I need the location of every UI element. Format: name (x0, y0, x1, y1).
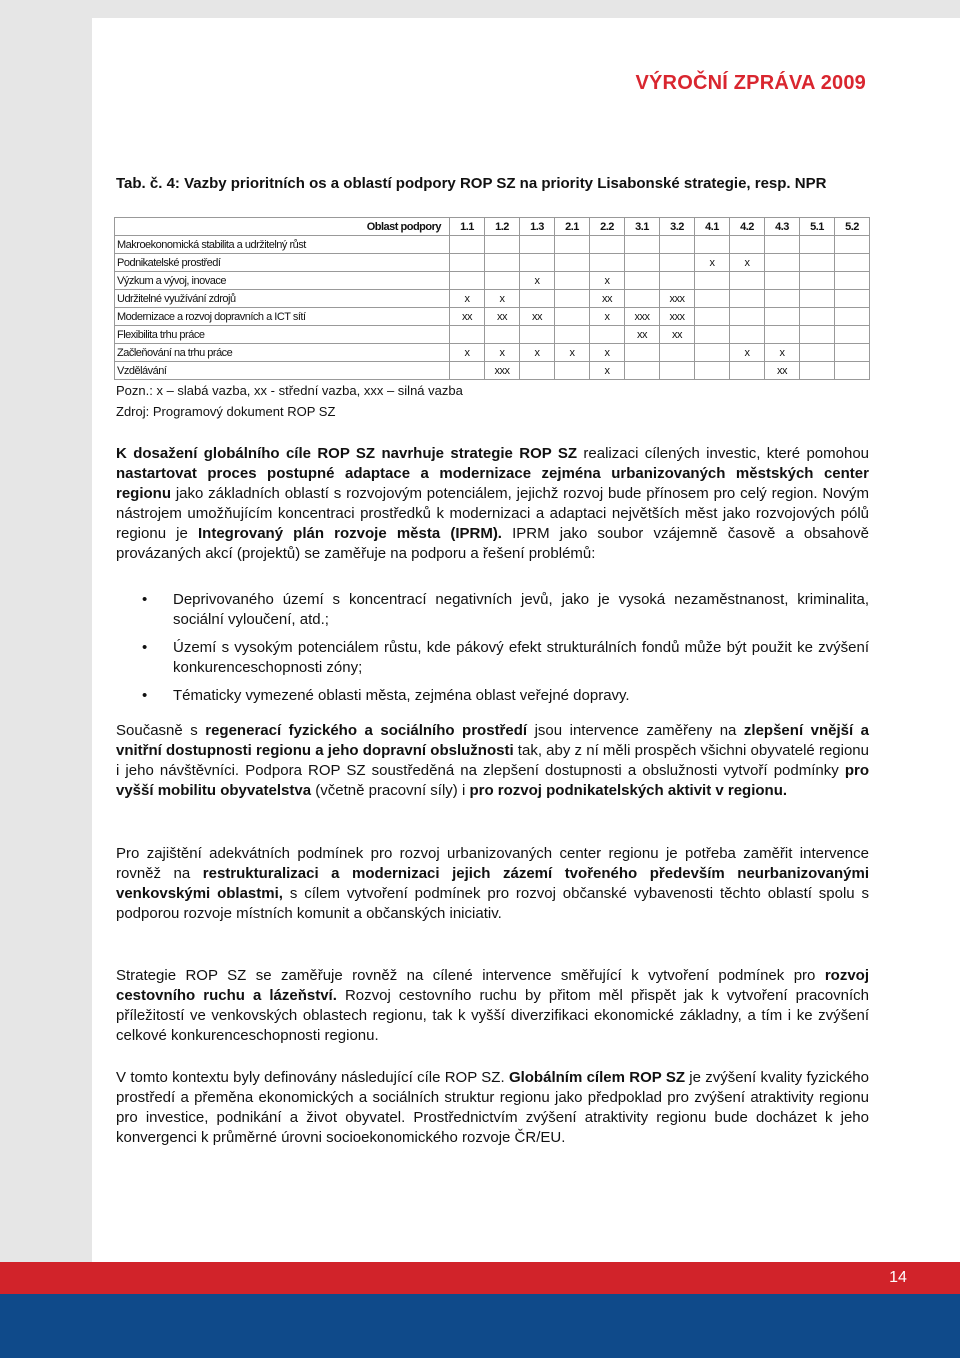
table-cell: xxx (660, 308, 695, 326)
table-cell (625, 290, 660, 308)
table-caption: Tab. č. 4: Vazby prioritních os a oblastí podpory ROP SZ na priority Lisabonské strategie, resp. NPR (116, 175, 827, 192)
table-cell (800, 290, 835, 308)
table-cell (765, 326, 800, 344)
table-cell (765, 290, 800, 308)
table-cell: xx (485, 308, 520, 326)
table-column-header: 3.1 (625, 218, 660, 236)
table-cell: x (485, 290, 520, 308)
table-cell (625, 362, 660, 380)
table-row (115, 308, 870, 326)
p1-s4: jako základních oblastí s rozvojovým potenciálem, jejichž rozvoj bude přínosem pro celý region. Novým nástrojem umožňujícím koncentraci prostředků k modernizaci a adaptaci největších měst jako rozvojových pólů regionu je (116, 485, 869, 542)
table-row-label: Začleňování na trhu práce (115, 344, 450, 362)
table-cell: x (450, 344, 485, 362)
table-column-header: 4.1 (695, 218, 730, 236)
table-cell (765, 308, 800, 326)
paragraph-iprm (116, 444, 869, 564)
table-cell: x (590, 362, 625, 380)
table-cell (835, 272, 870, 290)
table-cell (485, 272, 520, 290)
table-cell (555, 362, 590, 380)
p5-s1: V tomto kontextu byly definovány následující cíle ROP SZ. (116, 1069, 509, 1086)
table-cell (485, 326, 520, 344)
table-cell (800, 308, 835, 326)
table-cell: xx (590, 290, 625, 308)
p1-s2: realizaci cílených investic, které pomohou (577, 445, 870, 462)
bullet-list (116, 590, 869, 714)
table-row-label: Udržitelné využívání zdrojů (115, 290, 450, 308)
table-row-label: Flexibilita trhu práce (115, 326, 450, 344)
table-row (115, 272, 870, 290)
list-item (116, 686, 869, 706)
table-cell (555, 272, 590, 290)
table-cell: xx (660, 326, 695, 344)
p1-s6: IPRM jako soubor vzájemně časově a obsahově provázaných akcí (projektů) se zaměřuje na podporu a řešení problémů: (116, 525, 869, 562)
table-source: Zdroj: Programový dokument ROP SZ (116, 404, 336, 419)
p2-s2: regenerací fyzického a sociálního prostředí (205, 722, 528, 739)
p2-s1: Současně s (116, 722, 206, 739)
table-cell: x (485, 344, 520, 362)
table-header-row (115, 218, 870, 236)
p3-s2: restrukturalizaci a modernizaci jejich zázemí tvořeného především neurbanizovanými venkovskými oblastmi, (116, 865, 869, 902)
table-cell (625, 254, 660, 272)
paragraph-tourism (116, 966, 869, 1046)
table-column-header: 2.1 (555, 218, 590, 236)
table-cell: x (520, 344, 555, 362)
table-row-label: Vzdělávání (115, 362, 450, 380)
table-cell: x (730, 344, 765, 362)
table-row (115, 290, 870, 308)
table-row-label: Modernizace a rozvoj dopravních a ICT sítí (115, 308, 450, 326)
table-cell (660, 236, 695, 254)
report-title: VÝROČNÍ ZPRÁVA 2009 (635, 72, 866, 94)
table-cell (555, 254, 590, 272)
list-item-text: Deprivovaného území s koncentrací negativních jevů, jako je vysoká nezaměstnanost, kriminalita, sociální vyloučení, atd.; (173, 591, 869, 628)
table-row (115, 344, 870, 362)
table-column-header: 3.2 (660, 218, 695, 236)
links-table (114, 217, 870, 380)
table-cell: x (590, 272, 625, 290)
table-cell (555, 326, 590, 344)
bullet-icon: • (142, 687, 148, 704)
table-cell (800, 236, 835, 254)
table-cell: xx (765, 362, 800, 380)
table-cell (520, 236, 555, 254)
table-cell: x (520, 272, 555, 290)
table-row (115, 326, 870, 344)
table-column-header: 1.1 (450, 218, 485, 236)
top-gray-band (92, 0, 960, 18)
p3-s3: s cílem vytvoření podmínek pro rozvoj občanské vybavenosti těchto oblastí spolu s podporou rozvoje místních komunit a občanských iniciativ. (116, 885, 869, 922)
list-item-text: Tématicky vymezené oblasti města, zejména oblast veřejné dopravy. (173, 687, 630, 704)
left-gray-band (0, 0, 92, 1262)
table-cell (450, 362, 485, 380)
table-note: Pozn.: x – slabá vazba, xx - střední vazba, xxx – silná vazba (116, 383, 463, 398)
list-item-text: Území s vysokým potenciálem růstu, kde pákový efekt strukturálních fondů může být použit ke zvýšení konkurenceschopnosti zóny; (173, 639, 869, 676)
table-cell (450, 272, 485, 290)
table-cell: x (590, 344, 625, 362)
paragraph-global-goal (116, 1068, 869, 1148)
p4-s1: Strategie ROP SZ se zaměřuje rovněž na cílené intervence směřující k vytvoření podmínek pro (116, 967, 825, 984)
table-column-header: 4.3 (765, 218, 800, 236)
table-cell (765, 254, 800, 272)
table-cell: xxx (485, 362, 520, 380)
table-cell (695, 236, 730, 254)
table-cell: x (555, 344, 590, 362)
table-cell (800, 344, 835, 362)
table-cell (520, 326, 555, 344)
table-cell (625, 344, 660, 362)
p1-s5: Integrovaný plán rozvoje města (IPRM). (198, 525, 502, 542)
table-cell (590, 254, 625, 272)
table-cell: xx (520, 308, 555, 326)
table-cell: xx (625, 326, 660, 344)
table-row (115, 236, 870, 254)
table-cell (835, 308, 870, 326)
table-cell (450, 254, 485, 272)
p4-s2: rozvoj cestovního ruchu a lázeňství. (116, 967, 869, 1004)
table-cell (800, 362, 835, 380)
table-cell: x (730, 254, 765, 272)
table-cell (695, 272, 730, 290)
p1-s3: nastartovat proces postupné adaptace a modernizace zejména urbanizovaných městských center regionu (116, 465, 869, 502)
table-cell (450, 236, 485, 254)
table-cell (695, 344, 730, 362)
table-cell (660, 362, 695, 380)
footer-blue-band (0, 1294, 960, 1358)
table-cell (555, 236, 590, 254)
table-cell (730, 308, 765, 326)
table-column-header: 5.1 (800, 218, 835, 236)
table-cell (800, 272, 835, 290)
table-cell (520, 254, 555, 272)
table-row-label: Výzkum a vývoj, inovace (115, 272, 450, 290)
table-cell (555, 290, 590, 308)
table-row-label: Podnikatelské prostředí (115, 254, 450, 272)
table-cell (520, 290, 555, 308)
table-cell (730, 362, 765, 380)
table-cell (660, 344, 695, 362)
p2-s4: zlepšení vnější a vnitřní dostupnosti regionu a jeho dopravní obslužnosti (116, 722, 870, 759)
p5-s2: Globálním cílem ROP SZ (508, 1069, 685, 1086)
table-cell (695, 308, 730, 326)
p2-s3: jsou intervence zaměřeny na (527, 722, 744, 739)
bullet-icon: • (142, 639, 148, 656)
p1-s1: K dosažení globálního cíle ROP SZ navrhuje strategie ROP SZ (116, 445, 578, 462)
table-cell: x (695, 254, 730, 272)
paragraph-rural (116, 844, 869, 924)
table-cell (695, 362, 730, 380)
table-cell (835, 362, 870, 380)
table-cell (485, 236, 520, 254)
table-row-label: Makroekonomická stabilita a udržitelný růst (115, 236, 450, 254)
table-cell (765, 272, 800, 290)
table-cell (660, 254, 695, 272)
table-cell (835, 326, 870, 344)
p2-s7: (včetně pracovní síly) i (311, 782, 470, 799)
table-cell (835, 236, 870, 254)
table-column-header: 5.2 (835, 218, 870, 236)
table-cell (730, 326, 765, 344)
table-column-header: 4.2 (730, 218, 765, 236)
table-cell: xxx (625, 308, 660, 326)
table-cell (765, 236, 800, 254)
p2-s6: pro vyšší mobilitu obyvatelstva (116, 762, 869, 799)
table-cell (835, 254, 870, 272)
table-cell: xxx (660, 290, 695, 308)
table-cell (730, 290, 765, 308)
table-cell (590, 236, 625, 254)
table-cell (730, 272, 765, 290)
footer-red-band (0, 1262, 960, 1294)
table-cell (730, 236, 765, 254)
table-cell: xx (450, 308, 485, 326)
table-row (115, 254, 870, 272)
bullet-icon: • (142, 591, 148, 608)
table-cell (590, 326, 625, 344)
table-cell (555, 308, 590, 326)
list-item (116, 590, 869, 630)
table-cell (625, 272, 660, 290)
p2-s5: tak, aby z ní měli prospěch všichni obyvatelé regionu i jeho návštěvníci. Podpora ROP SZ soustředěná na zlepšení dostupnosti a obslužnosti vytvoří podmínky (116, 742, 869, 779)
table-row (115, 362, 870, 380)
table-cell (695, 326, 730, 344)
list-item (116, 638, 869, 678)
table-cell: x (590, 308, 625, 326)
table-cell (835, 290, 870, 308)
table-cell (520, 362, 555, 380)
table-cell (485, 254, 520, 272)
table-cell (660, 272, 695, 290)
table-column-header: 1.3 (520, 218, 555, 236)
table-cell (625, 236, 660, 254)
table-cell (800, 326, 835, 344)
p3-s1: Pro zajištění adekvátních podmínek pro rozvoj urbanizovaných center regionu je potřeba zaměřit intervence rovněž na (116, 845, 869, 882)
p2-s8: pro rozvoj podnikatelských aktivit v regionu. (469, 782, 788, 799)
table-cell (450, 326, 485, 344)
table-cell (835, 344, 870, 362)
table-cell (800, 254, 835, 272)
p5-s3: je zvýšení kvality fyzického prostředí a přeměna ekonomických a sociálních struktur regionu jako předpoklad pro zvýšení atraktivity regionu pro investice, podnikání a život obyvatel. Prostřednictvím zvýšení atraktivity regionu bude docházet k jeho konvergenci k průměrné úrovni socioekonomického rozvoje ČR/EU. (116, 1069, 869, 1146)
table-column-header: 1.2 (485, 218, 520, 236)
p4-s3: Rozvoj cestovního ruchu by přitom měl přispět jak k vytvoření pracovních příležitostí ve venkovských oblastech regionu, tak k vyšší diverzifikaci ekonomické základny, a tím i ke zvýšení celkové konkurenceschopnosti regionu. (116, 987, 870, 1044)
table-cell: x (765, 344, 800, 362)
table-cell (695, 290, 730, 308)
page-number: 14 (870, 1262, 926, 1294)
table-column-header: 2.2 (590, 218, 625, 236)
table-cell: x (450, 290, 485, 308)
table-corner-label: Oblast podpory (115, 218, 450, 236)
paragraph-accessibility (116, 721, 869, 801)
